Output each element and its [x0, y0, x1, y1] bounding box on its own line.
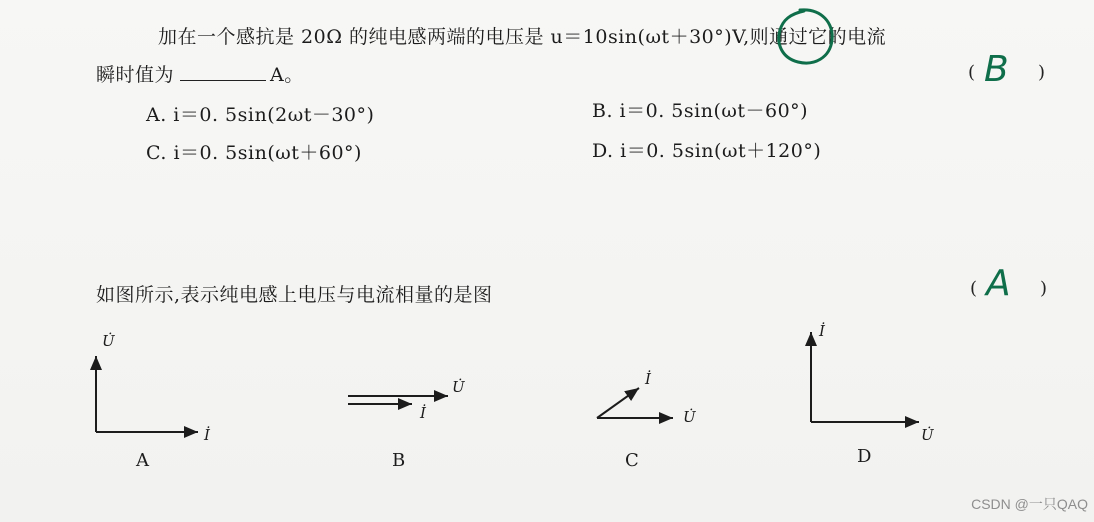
csdn-watermark: CSDN @一只QAQ [971, 496, 1088, 512]
phasor-b-label-1: U̇ [452, 378, 465, 396]
phasor-a-label-1: U̇ [102, 332, 115, 350]
q1-stem-line2 [96, 64, 304, 86]
phasor-c-label-1: İ [645, 370, 651, 388]
phasor-figure-a [80, 320, 230, 480]
handwritten-circle-annotation [770, 6, 840, 68]
phasor-d-label-2: U̇ [921, 426, 934, 444]
phasor-c-angled-line [597, 388, 639, 418]
q1-option-a: A. i＝0. 5sin(2ωt－30°) [146, 104, 375, 126]
phasor-figure-c [585, 356, 735, 480]
q1-stem-part1: 加在一个感抗是 20Ω 的纯电感两端的电压是 u＝10sin(ωt＋ [158, 26, 690, 48]
q2-stem: 如图所示,表示纯电感上电压与电流相量的是图 [96, 284, 493, 306]
phasor-figure-b [340, 360, 490, 480]
figure-caption-c: C [625, 450, 639, 471]
q1-option-c: C. i＝0. 5sin(ωt＋60°) [146, 142, 362, 164]
phasor-b-label-2: İ [420, 404, 426, 422]
phasor-c-label-2: U̇ [683, 408, 696, 426]
q1-stem-line2-prefix: 瞬时值为 [96, 64, 175, 86]
figure-caption-d: D [857, 446, 872, 467]
q2-answer-open-paren: ( [970, 278, 978, 299]
q1-handwritten-answer: B [984, 49, 1009, 90]
q1-option-d: D. i＝0. 5sin(ωt＋120°) [592, 140, 822, 162]
figure-caption-b: B [392, 450, 406, 471]
q1-answer-blank [180, 64, 266, 81]
q2-handwritten-answer: A [986, 263, 1011, 304]
figure-caption-a: A [136, 450, 149, 471]
q1-circled-value: 30° [689, 26, 725, 48]
q1-option-b: B. i＝0. 5sin(ωt－60°) [592, 100, 809, 122]
phasor-a-label-2: İ [204, 426, 210, 444]
q1-stem-line2-suffix: A。 [270, 64, 304, 86]
q2-answer-close-paren: ) [1040, 278, 1048, 299]
phasor-figure-d [795, 316, 955, 480]
q1-answer-open-paren: ( [968, 62, 976, 83]
phasor-d-label-1: İ [819, 322, 825, 340]
q1-stem-part2: )V,则通过它的电流 [724, 26, 887, 48]
q1-answer-close-paren: ) [1038, 62, 1046, 83]
